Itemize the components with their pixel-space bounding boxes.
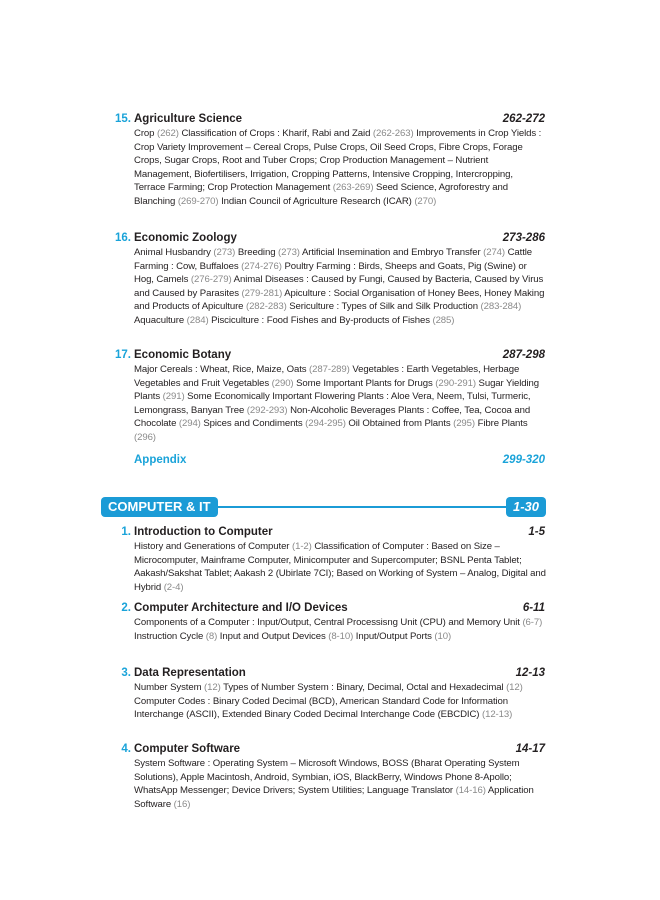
topic-text: History and Generations of Computer — [134, 541, 292, 552]
topic-text: Instruction Cycle — [134, 630, 206, 642]
topic-text: Application Software — [134, 785, 534, 810]
appendix-title: Appendix — [134, 454, 187, 466]
entry-description — [134, 616, 546, 643]
topic-text: Components of a Computer : Input/Output, Central Processisng Unit (CPU) and Memory Unit — [134, 617, 523, 628]
page-reference: (294) — [178, 418, 201, 430]
page-reference: (12-13) — [481, 709, 513, 721]
topic-text: Input/Output Ports — [353, 630, 435, 642]
entry-title: Data Representation — [134, 667, 246, 679]
page-reference: (285) — [432, 314, 455, 326]
page-reference: (270) — [414, 195, 437, 207]
entry-number: 1. — [121, 526, 131, 538]
topic-text: Non-Alcoholic Beverages Plants : Coffee, Tea, Cocoa and Chocolate — [134, 404, 531, 430]
entry-description — [134, 246, 546, 327]
entry-number: 17. — [115, 349, 131, 361]
topic-text: Cattle Farming : Cow, Buffaloes — [134, 247, 533, 272]
topic-text: Oil Obtained from Plants — [345, 418, 454, 430]
entry-pages: 262-272 — [502, 113, 545, 125]
entry-number: 4. — [121, 743, 131, 755]
entry-description — [134, 363, 546, 444]
entry-number: 2. — [121, 602, 131, 614]
page-reference: (273) — [278, 247, 300, 258]
topic-text: Animal Husbandry — [134, 247, 214, 258]
topic-text: Indian Council of Agriculture Research (ICAR) — [218, 195, 415, 207]
entry-title: Computer Architecture and I/O Devices — [134, 602, 348, 614]
topic-text: Types of Number System : Binary, Decimal, Octal and Hexadecimal — [220, 682, 507, 693]
topic-text: Major Cereals : Wheat, Rice, Maize, Oats — [134, 364, 310, 375]
entry-number: 3. — [121, 667, 131, 679]
topic-text: Fibre Plants — [475, 418, 528, 430]
page-reference: (262) — [156, 128, 179, 139]
topic-text: Classification of Crops : Kharif, Rabi and Zaid — [178, 128, 373, 139]
entry-description — [134, 540, 546, 594]
entry-pages: 6-11 — [522, 602, 545, 614]
entry-title: Agriculture Science — [134, 113, 243, 125]
topic-text: Computer Codes : Binary Coded Decimal (BCD), American Standard Code for Information Interchange (ASCII), Extended Binary Coded Decimal Interchange Code (EBCDIC) — [134, 695, 509, 721]
topic-text: Artificial Insemination and Embryo Transfer — [299, 247, 484, 258]
entry-title: Computer Software — [134, 743, 241, 755]
entry-description — [134, 127, 546, 208]
page-reference: (8) — [205, 630, 218, 642]
topic-text: Sericulture : Types of Silk and Silk Production — [286, 301, 481, 313]
topic-text: Some Important Plants for Drugs — [293, 377, 436, 389]
topic-text: System Software : Operating System – Microsoft Windows, BOSS (Bharat Operating System Solutions), Apple Macintosh, Android, Symbian, iOS, BlackBerry, Windows Phone 8-Apollo; WhatsApp Messenger; Device Drivers; System Utilities; Language Translator — [134, 758, 520, 797]
topic-text: Sugar Yielding Plants — [134, 377, 540, 403]
page-reference: (262-263) — [372, 128, 414, 139]
topic-text: Crop — [134, 128, 157, 139]
page-reference: (263-269) — [332, 182, 374, 194]
entry-number: 16. — [115, 232, 131, 244]
entry-pages: 12-13 — [515, 667, 545, 679]
entry-description — [134, 681, 546, 722]
topic-text: Number System — [134, 682, 205, 693]
page-reference: (284) — [186, 314, 209, 326]
page-reference: (276-279) — [190, 274, 232, 286]
page-reference: (292-293) — [246, 404, 288, 416]
topic-text: Seed Science, Agroforestry and Blanching — [134, 182, 508, 207]
page-reference: (282-283) — [245, 301, 287, 313]
page-reference: (287-289) — [309, 364, 350, 375]
entry-pages: 287-298 — [502, 349, 545, 361]
section-heading: COMPUTER & IT — [101, 497, 218, 517]
entry-title: Economic Zoology — [134, 232, 237, 244]
topic-text: Aquaculture — [134, 314, 187, 326]
page-reference: (290) — [271, 377, 294, 389]
page-reference: (1-2) — [291, 541, 312, 552]
entry-pages: 1-5 — [528, 526, 545, 538]
topic-text: Poultry Farming : Birds, Sheeps and Goats, Pig (Swine) or Hog, Camels — [134, 260, 527, 286]
page-reference: (14-16) — [455, 785, 486, 797]
section-pages: 1-30 — [506, 497, 546, 517]
page-reference: (295) — [453, 418, 475, 430]
page-reference: (16) — [173, 798, 191, 810]
appendix-pages: 299-320 — [502, 454, 545, 466]
entry-description — [134, 757, 546, 811]
entry-title: Economic Botany — [134, 349, 232, 361]
page-reference: (12) — [204, 682, 221, 693]
entry-pages: 14-17 — [515, 743, 545, 755]
entry-number: 15. — [115, 113, 131, 125]
topic-text: Animal Diseases : Caused by Fungi, Caused by Bacteria, Caused by Virus and Caused by Parasites — [134, 274, 544, 299]
page-reference: (12) — [506, 682, 523, 693]
page-reference: (291) — [162, 391, 185, 403]
page-reference: (6-7) — [522, 617, 543, 628]
topic-text: Vegetables : Earth Vegetables, Herbage Vegetables and Fruit Vegetables — [134, 364, 520, 389]
topic-text: Apiculture : Social Organisation of Honey Bees, Honey Making and Products of Apiculture — [134, 287, 545, 313]
page-reference: (2-4) — [163, 581, 184, 593]
topic-text: Improvements in Crop Yields : Crop Variety Improvement – Cereal Crops, Pulse Crops, Oil Seed Crops, Fibre Crops, Forage Crops, Sugar Crops, Root and Tuber Crops; Crop Production Management – Nutrient Management, Biofertilisers, Irrigation, Cropping Patterns, Intensive Cropping, Intercropping, Terrace Farming; Crop Protection Management — [134, 128, 542, 194]
page-reference: (294-295) — [305, 418, 346, 430]
topic-text: Input and Output Devices — [217, 630, 329, 642]
page-reference: (10) — [434, 630, 452, 642]
page-reference: (274) — [483, 247, 506, 258]
topic-text: Some Economically Important Flowering Plants : Aloe Vera, Neem, Tulsi, Turmeric, Lemongrass, Banyan Tree — [134, 391, 531, 416]
topic-text: Breeding — [235, 247, 278, 258]
page-reference: (273) — [213, 247, 236, 258]
entry-pages: 273-286 — [502, 232, 545, 244]
page-reference: (283-284) — [480, 301, 522, 313]
page-reference: (296) — [134, 431, 156, 443]
topic-text: Pisciculture : Food Fishes and By-products of Fishes — [208, 314, 433, 326]
topic-text: Classification of Computer : Based on Size – Microcomputer, Mainframe Computer, Minicomputer and Supercomputer; BSNL Penta Tablet; Aakash/Sakshat Tablet; Aakash 2 (Ubirlate 7CI); Based on Working of System – Analog, Digital and Hybrid — [134, 541, 546, 593]
page-reference: (8-10) — [328, 630, 354, 642]
page-reference: (269-270) — [177, 195, 219, 207]
page-reference: (274-276) — [241, 260, 282, 272]
page-reference: (290-291) — [435, 377, 476, 389]
page-reference: (279-281) — [241, 287, 283, 299]
entry-title: Introduction to Computer — [134, 526, 273, 538]
topic-text: Spices and Condiments — [200, 418, 306, 430]
